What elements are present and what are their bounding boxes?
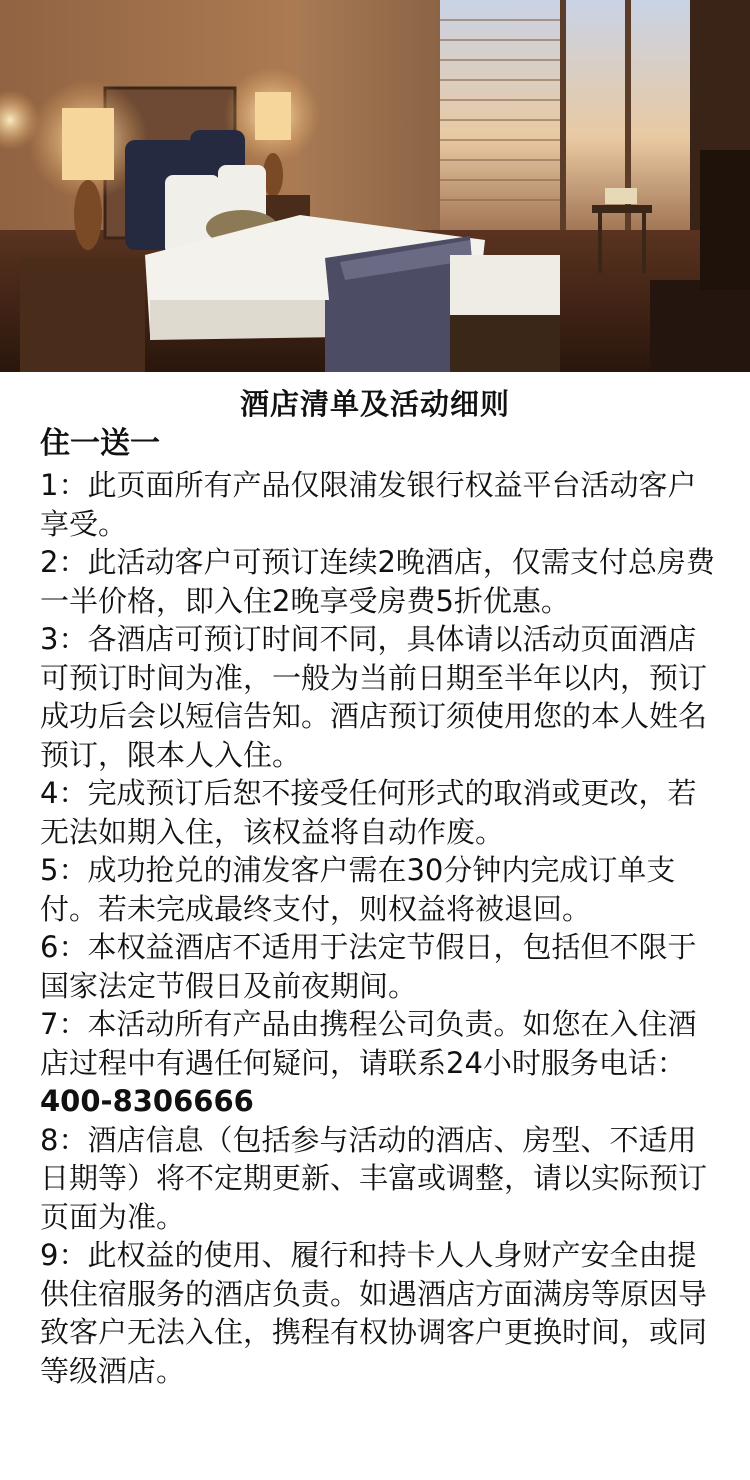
rule-7-text: 7：本活动所有产品由携程公司负责。如您在入住酒店过程中有遇任何疑问，请联系24小时服务电话： [40, 1007, 697, 1080]
hotel-room-illustration [0, 0, 750, 372]
hero-image [0, 0, 750, 372]
page-title: 酒店清单及活动细则 [239, 387, 510, 421]
rule-9: 9：此权益的使用、履行和持卡人人身财产安全由提供住宿服务的酒店负责。如遇酒店方面满房等原因导致客户无法入住，携程有权协调客户更换时间，或同等级酒店。 [40, 1238, 708, 1388]
rule-2: 2：此活动客户可预订连续2晚酒店，仅需支付总房费一半价格，即入住2晚享受房费5折优惠。 [40, 545, 715, 618]
rule-3: 3：各酒店可预订时间不同，具体请以活动页面酒店可预订时间为准，一般为当前日期至半年以内，预订成功后会以短信告知。酒店预订须使用您的本人姓名预订，限本人入住。 [40, 622, 708, 772]
rule-1: 1：此页面所有产品仅限浦发银行权益平台活动客户享受。 [40, 468, 697, 541]
rule-7 [40, 1005, 716, 1121]
service-phone-number[interactable]: 400-8306666 [40, 1084, 254, 1118]
rule-6: 6：本权益酒店不适用于法定节假日，包括但不限于国家法定节假日及前夜期间。 [40, 930, 697, 1003]
promotion-subtitle: 住一送一 [40, 426, 160, 461]
rule-4: 4：完成预订后恕不接受任何形式的取消或更改，若无法如期入住，该权益将自动作废。 [40, 776, 697, 849]
rule-5: 5：成功抢兑的浦发客户需在30分钟内完成订单支付。若未完成最终支付，则权益将被退回。 [40, 853, 676, 926]
rules-content [0, 424, 750, 1390]
rule-8: 8：酒店信息（包括参与活动的酒店、房型、不适用日期等）将不定期更新、丰富或调整，请以实际预订页面为准。 [40, 1122, 708, 1234]
